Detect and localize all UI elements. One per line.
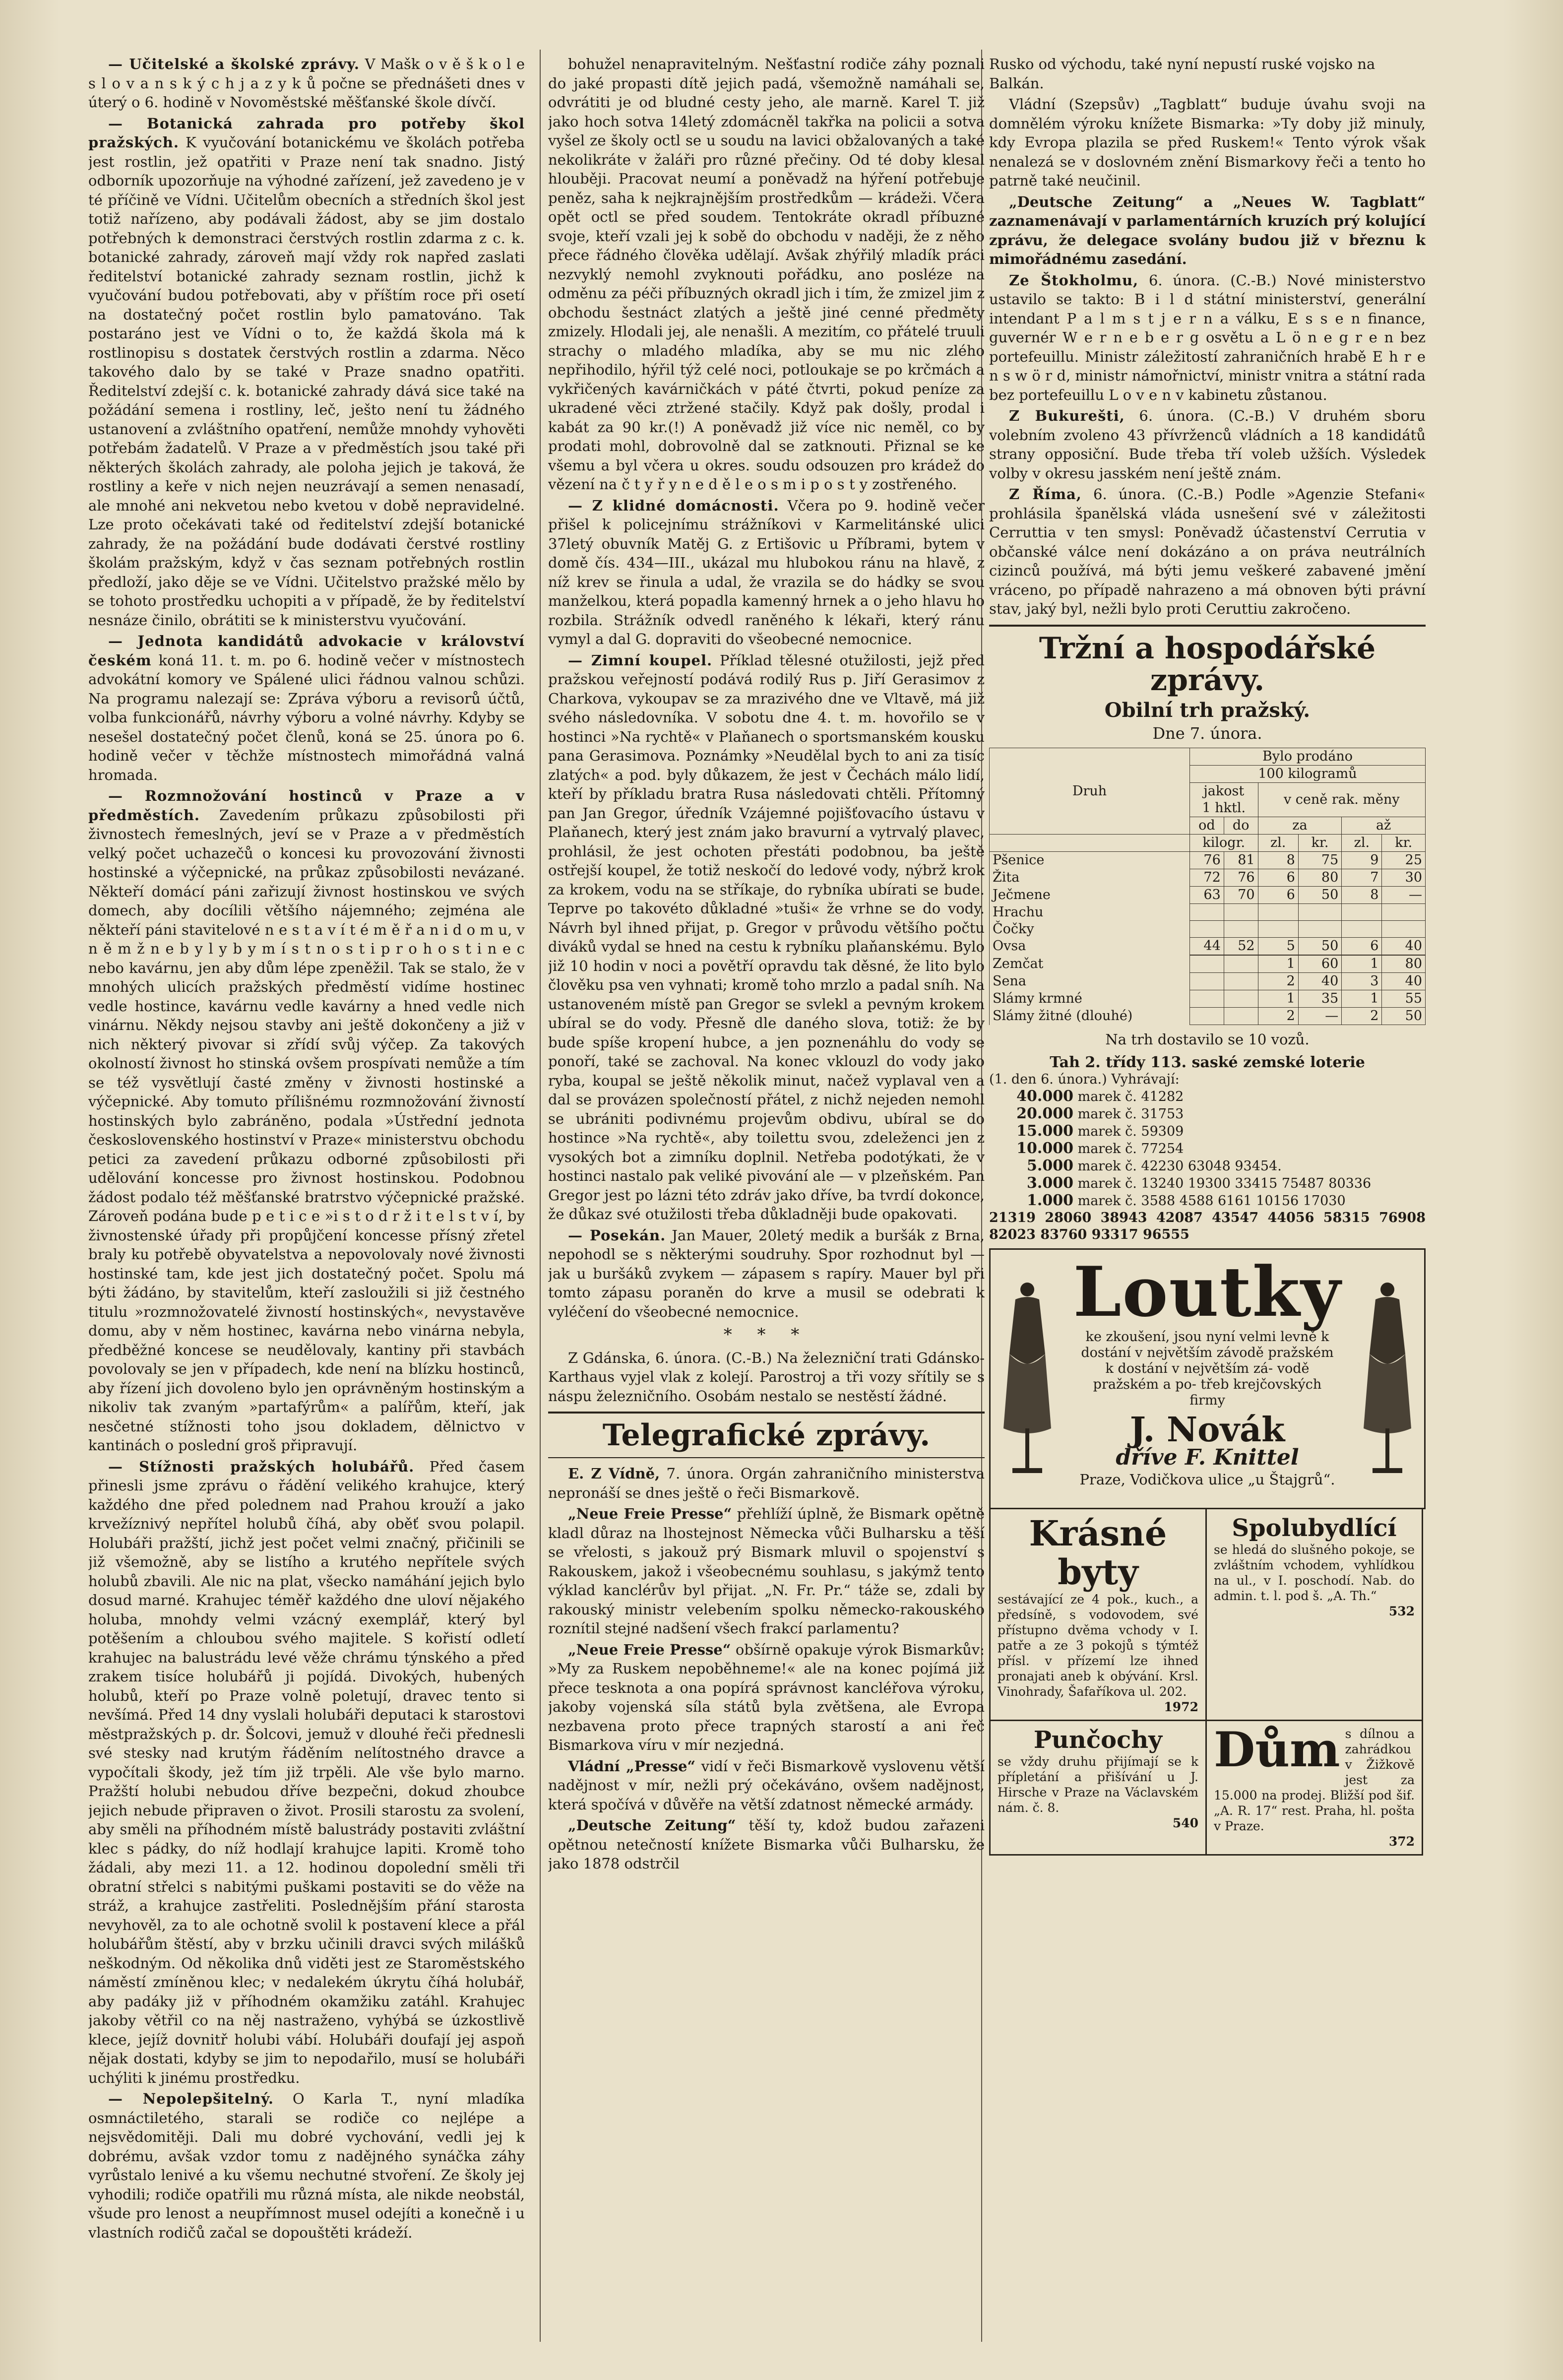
tailor-dummy-icon <box>1358 1280 1417 1488</box>
prize-amount: 20.000 <box>1016 1104 1073 1122</box>
table-cell: Zemčat <box>990 956 1190 973</box>
table-cell: 50 <box>1298 938 1341 955</box>
table-cell <box>1189 904 1224 921</box>
table-header: kr. <box>1382 835 1426 852</box>
table-cell <box>1258 904 1298 921</box>
article: — Rozmnožování hostinců v Praze a v předměstích. Zavedením průkazu způsobilosti při živnostech řemeslných, jeví se v Praze a v předměstích velký počet uchazečů o koncesi ku provozování živnosti hostinské a výčepnické, na průkaz způsobilosti nevázané. Někteří domácí páni zařizují živnost hostinskou ve svých domech, aby docílili většího nájemného; zejména ale někteří páni stavitelové n e s t a v í t é m ě ř a n i d o m u, v n ě m ž n e b y l y b y m í s t n o s t i p r o h o s t i n e c nebo kavárnu, jen aby dům lépe zpeněžil. Tak se stalo, že v mnohých ulicích pražských předměstí vidíme hostinec vedle hostince, kavárnu vedle kavárny a hned vedle nich vinárnu. Někdy nejsou stavby ani ještě dokončeny a již v nich některý pivovar si zřídí svůj výčep. Za takových okolností živnost ho stinská ovšem prospívati nemůže a tím se též vysvětlují časté změny v živnosti hostinské a výčepnické. Aby tomuto přílišnému rozmnožování živností hostinských bylo zabráněno, podala »Ústřední jednota československého hostinství v Praze« ministerstvu obchodu petici za zavedení průkazu odborné způsobilosti při udělování koncesse pro živnost hostinskou. Podobnou žádost podalo též měšťanské bratrstvo výčepnické pražské. Zároveň podána bude p e t i c e »i s t o d r ž i t e l s t v í, by živnostenské úřady při propůjčení koncesse přísný zřetel braly ku potřebě obyvatelstva a nepovolovaly nové živnosti hostinské tam, kde jest jich dostatečný počet. Spolu má býti žádáno, by stavitelům, kteří zasloužili si již čestného titulu »rozmnožovatelé živností hostinských«, nevystavěve domu, aby v něm hostinec, kavárna nebo vinárna nebyla, předběžné koncese se neudělovaly, kantiny při stavbách povolovaly se jen v případech, kde není na blízku hostinců, aby řízení jich dovoleno bylo jen oprávněným hostinským a nikoliv tak zvaným »partafýrům« a palířům, kteří, jak nesčetné stížnosti toho jsou dokladem, dělnictvo v kantinách o poslední groš připravují. <box>88 787 525 1454</box>
table-cell: Žita <box>990 869 1190 887</box>
table-row <box>990 956 1426 973</box>
table-cell: 2 <box>1258 973 1298 990</box>
prize-amount: 1.000 <box>1027 1191 1073 1209</box>
market-date: Dne 7. února. <box>1152 723 1262 743</box>
table-cell: 52 <box>1224 938 1258 955</box>
table-row <box>990 973 1426 990</box>
prize-numbers: marek č. 3588 4588 6161 10156 17030 <box>1077 1193 1346 1209</box>
table-cell <box>1189 990 1224 1008</box>
prize-amount: 10.000 <box>1016 1139 1073 1157</box>
table-cell: 7 <box>1342 869 1382 887</box>
table-cell: 9 <box>1342 852 1382 869</box>
table-cell: 8 <box>1258 852 1298 869</box>
ad-number: 532 <box>1388 1604 1415 1618</box>
table-cell <box>1224 973 1258 990</box>
prize-amount: 40.000 <box>1016 1087 1073 1105</box>
table-cell: 60 <box>1298 956 1341 973</box>
table-header: v ceně rak. měny <box>1258 783 1425 817</box>
table-cell: 1 <box>1258 956 1298 973</box>
table-cell: 1 <box>1258 990 1298 1008</box>
table-cell: 44 <box>1189 938 1224 955</box>
table-cell: 80 <box>1382 956 1426 973</box>
table-header: za <box>1258 817 1342 835</box>
table-cell: Pšenice <box>990 852 1190 869</box>
table-cell <box>1189 1008 1224 1025</box>
divider <box>548 1457 985 1458</box>
table-cell: 6 <box>1342 938 1382 955</box>
lottery-prize <box>989 1192 1426 1210</box>
telegraph-item: „Neue Freie Presse“ obšírně opakuje výrok Bismarkův: »My za Ruskem nepoběhneme!« ale na konec pojímá již přece tesknota a ona popírá správnost kancléřova výroku, jakoby vojenská síla států byla zvětšena, ale Evropa nezbavena proto přece trapných starostí a ani řeč Bismarkova víru v mír nezjedná. <box>548 1641 985 1753</box>
article: Vládní (Szepsův) „Tagblatt“ buduje úvahu svoji na domnělém výroku knížete Bismarka: »Ty doby již minuly, kdy Evropa plazila se před Ruskem!« Tento výrok však nenalezá se v doslovném znění Bismarkovy řeči a tento ho patrně také neučinil. <box>989 96 1426 189</box>
table-cell <box>1189 921 1224 938</box>
table-cell: 30 <box>1382 869 1426 887</box>
table-cell <box>1298 904 1341 921</box>
table-row <box>990 904 1426 921</box>
table-header: Druh <box>990 748 1190 835</box>
table-header: zl. <box>1258 835 1298 852</box>
ad-byty <box>989 1509 1207 1721</box>
ad-number: 1972 <box>1164 1699 1198 1714</box>
tailor-dummy-icon <box>998 1280 1057 1488</box>
table-cell: 6 <box>1258 869 1298 887</box>
ad-spolubydlici <box>1207 1509 1423 1721</box>
table-cell <box>1189 956 1224 973</box>
table-cell: Ječmene <box>990 887 1190 904</box>
table-header: kr. <box>1298 835 1341 852</box>
lottery <box>989 1054 1426 1243</box>
table-cell: 40 <box>1382 973 1426 990</box>
table-header: Bylo prodáno <box>1189 748 1425 766</box>
ad-number: 540 <box>1172 1815 1198 1830</box>
table-cell <box>1189 973 1224 990</box>
table-header <box>990 835 1190 852</box>
table-row <box>990 921 1426 938</box>
table-cell: 2 <box>1342 1008 1382 1025</box>
market-heading: Tržní a hospodářské zprávy. <box>1039 631 1376 698</box>
table-cell: 76 <box>1189 852 1224 869</box>
prize-amount: 5.000 <box>1027 1157 1073 1174</box>
article: Rusko od východu, také nyní nepustí ruské vojsko na Balkán. <box>989 56 1375 92</box>
table-cell: 35 <box>1298 990 1341 1008</box>
table-cell: 1 <box>1342 956 1382 973</box>
table-cell: 63 <box>1189 887 1224 904</box>
lottery-prize <box>989 1105 1426 1123</box>
ad-firm-former: dříve F. Knittel <box>1116 1444 1299 1470</box>
table-cell: 81 <box>1224 852 1258 869</box>
table-cell <box>1224 921 1258 938</box>
lottery-subtitle: (1. den 6. února.) Vyhrávají: <box>989 1071 1180 1087</box>
telegraph-item: „Neue Freie Presse“ přehlíží úplně, že Bismark opětně kladl důraz na lhostejnost Německa vůči Bulharsku a těší se vřelosti, s jakouž prý Bismark mluvil o spojenství s Rakouskem, jakož i všeobecnému souhlasu, s jakýmž tento výklad kanclérův byl přijat. „N. Fr. Pr.“ táže se, zdali by rakouský ministr velebením spolku německo-rakouského roznítil stejné nadšení všech frakcí parlamentu? <box>548 1505 985 1637</box>
divider <box>989 625 1426 627</box>
table-row <box>990 990 1426 1008</box>
prize-amount: 15.000 <box>1016 1122 1073 1140</box>
lottery-prize <box>989 1140 1426 1158</box>
table-cell: 76 <box>1224 869 1258 887</box>
table-cell: — <box>1382 887 1426 904</box>
table-cell: 70 <box>1224 887 1258 904</box>
table-cell: 3 <box>1342 973 1382 990</box>
table-cell: Hrachu <box>990 904 1190 921</box>
table-row <box>990 869 1426 887</box>
telegraph-heading: Telegrafické zprávy. <box>602 1418 931 1453</box>
table-cell: 2 <box>1258 1008 1298 1025</box>
article: Z Gdánska, 6. února. (C.-B.) Na železniční trati Gdánsko-Karthaus vyjel vlak z kolejí. Parostroj a tři vozy sřítily se s náspu železničního. Osobám nestalo se nestěstí žádné. <box>548 1349 985 1405</box>
table-cell: 72 <box>1189 869 1224 887</box>
table-cell: Čočky <box>990 921 1190 938</box>
table-cell: Ovsa <box>990 938 1190 955</box>
ad-title: Loutky <box>1073 1251 1342 1332</box>
lottery-list <box>989 1088 1426 1210</box>
table-cell: 8 <box>1342 887 1382 904</box>
article: — Stížnosti pražských holubářů. Před časem přinesli jsme zprávu o řádění velikého krahujce, který každého dne před polednem nad Prahou krouží a jako krvežíznivý nepřítel holubů číhá, aby oběť svou polapil. Holubáři pražští, jichž jest počet velmi značný, přičinili se již všemožně, aby se listího a krutého nepřítele svých holubů zbavili. Ale nic na plat, všecko namáhání jejich bylo dosud marné. Krahujec téměř každého dne uloví nějakého holuba, mnohdy velmi vzácný exemplář, který byl potěšením a chloubou svého majitele. S kořistí odletí krahujec na balustrádu levé věže chrámu týnského a před zrakem tisíce holubářů ji pojídá. Divokých, hubených holubů, kteří po Praze volně poletují, dravec tento si nevšímá. Před 14 dny vyslali holubáři deputaci k starostovi městpražských p. dr. Šolcovi, jemuž v dlouhé řeči přednesli své stesky nad krutým řáděním nelítostného dravce a vypočítali škody, jež tím již trpěli. Ale vše bylo marno. Pražští holubi nebudou dříve bezpečni, dokud zhoubce jejich nebude připraven o život. Prosili starostu za svolení, aby směli na příhodném místě balustrády postaviti zvláštní klec s pádky, do níž hodlají krahujce lapiti. Kromě toho žádali, aby mezi 11. a 12. hodinou dopolední směli tři obratní střelci s nabitými puškami postaviti se do věže na stráž, a krahujce zastřeliti. Poslednějším přání starosta nevyhověl, za to ale ochotně svolil k postavení klece a přál holubářům štěstí, aby v brzku učinili dravci svých milášků neškodným. Od několika dnů viděti jest ze Staroměstského náměstí zmíněnou klec; v nedalekém úkrytu číhá holubář, aby padáky již v příhodném okamžiku zatáhl. Krahujec jakoby větřil co na něj nastraženo, vyhýbá se úzkostlivě klece, jejíž dovnitř holubi vábí. Holubáři doufají jej aspoň nějak dostati, kdyby se jim to nepodařilo, musí se holubáři uchýliti k jinému prostředku. <box>88 1458 525 2086</box>
prize-numbers: marek č. 41282 <box>1077 1089 1184 1104</box>
ad-text: ke zkoušení, jsou nyní velmi levně k dostání v největším závodě pražském k dostání v největším zá- vodě pražském a po- třeb krejčovských firmy <box>1081 1329 1334 1408</box>
article: Ze Štokholmu, 6. února. (C.-B.) Nové ministerstvo ustavilo se takto: B i l d státní ministerství, generální intendant P a l m s t j e r n a válku, E s s e n finance, guvernér W e r n e b e r g osvětu a L ö n e g r e n bez portefeuillu. Ministr záležitostí zahraničních hrabě E h r e n s w ö r d, ministr námořnictví, ministr vnitra a státní rada bez portefeuillu L o v e n v kabinetu zůstanou. <box>989 271 1426 403</box>
ad-text: se vždy druhu přijímají se k přípletání a přišívání u J. Hirsche v Praze na Václavském nám. č. 8. <box>998 1754 1198 1815</box>
article: Z Říma, 6. února. (C.-B.) Podle »Agenzie Stefani« prohlásila španělská vláda usnešení své v záležitosti Cerruttia v ten smysl: Poněvadž účastenství Cerrutia v občanské válce není dokázáno a on práva neutrálních cizinců používá, má býti jemu veškeré zabavené jmění vráceno, po případě nahrazeno a má obnoven býti právní stav, jaký byl, nežli bylo proti Ceruttiu zakročeno. <box>989 486 1426 617</box>
ad-puncochy <box>989 1721 1207 1856</box>
table-row <box>990 1008 1426 1025</box>
table-row <box>990 887 1426 904</box>
table-row <box>990 938 1426 955</box>
telegraph-item: E. Z Vídně, 7. února. Orgán zahraničního ministerstva nepronáší se dnes ještě o řeči Bismarkově. <box>548 1465 985 1501</box>
table-header: do <box>1224 817 1258 835</box>
market-note: Na trh dostavilo se 10 vozů. <box>1105 1031 1310 1048</box>
ads-grid <box>989 1509 1426 1721</box>
table-cell: 25 <box>1382 852 1426 869</box>
ad-firm: J. Novák <box>1129 1410 1285 1450</box>
ad-title: Krásné byty <box>1029 1512 1167 1593</box>
article: — Zimní koupel. Příklad tělesné otužilosti, jejž před pražskou veřejností podává rodilý Rus p. Jiří Gerasimov z Charkova, vykoupav se za mrazivého dne ve Vltavě, má již svého následovníka. V sobotu dne 4. t. m. hovořilo se v hostinci »Na rychtě« v Plaňanech o sportsmanském kousku pana Gerasimova. Poznámky »Neudělal bych to ani za tisíc zlatých« a pod. byly důkazem, že jest v Čechách málo lidí, kteří by příkladu bratra Rusa následovati chtěli. Přítomný pan Jan Gregor, úředník Vzájemné pojišťovacího ústavu v Plaňanech, který jest znám jako bravurní a vytrvalý plavec, prohlásil, že jest ochoten přestáti podobnou, ba ještě ostřejší koupel, že totiž neskočí do ledové vody, nýbrž krok za krokem, vodu na se stříkaje, do rybníka ubírati se bude. Teprve po takovéto důkladné »tuši« že vrhne se do vody. Návrh byl ihned přijat, p. Gregor v průvodu většího počtu diváků vydal se hned na cestu k rybníku plaňanskému. Bylo již 10 hodin v noci a povětří opravdu tak děsné, že lito bylo člověku psa ven vyhnati; kromě toho mrzlo a padal sníh. Na ustanoveném místě pan Gregor se svlekl a pevným krokem ubíral se do vody. Přesně dle daného slova, totiž: že by bude spíše kropení hubce, a jen poznenáhlu do vody se ponoří, také se zachoval. Na konec vklouzl do vody jako ryba, koupal se ještě několik minut, načež vyplaval ven a dal se provázen společností přátel, z nichž nejeden nemohl se ubrániti podivnému projevům obdivu, ubíral se do hostince »Na rychtě«, aby toilettu svou, zdeleženci jen z vysokých bot a zimníku doplnil. Netřeba podotýkati, že v hostinci nastalo pak veliké pivování ale — v plzeňském. Pan Gregor jest po lázni této zdráv jako dříve, ba tvrdí dokonce, že důkaz své otužilosti třeba důkladněji bude opakovati. <box>548 651 985 1222</box>
column-3 <box>989 55 1426 2362</box>
prize-numbers: marek č. 13240 19300 33415 75487 80336 <box>1077 1175 1372 1191</box>
table-cell: 40 <box>1382 938 1426 955</box>
table-cell: Slámy žitné (dlouhé) <box>990 1008 1190 1025</box>
market-table <box>989 748 1426 1025</box>
table-cell: Slámy krmné <box>990 990 1190 1008</box>
table-header: jakost 1 hktl. <box>1189 783 1258 817</box>
ad-title: Punčochy <box>1033 1726 1163 1754</box>
column-rule <box>540 50 541 2342</box>
ad-dum <box>1207 1721 1423 1856</box>
lottery-prize <box>989 1175 1426 1192</box>
table-cell: 5 <box>1258 938 1298 955</box>
ad-title: Dům <box>1214 1721 1340 1778</box>
table-cell: 1 <box>1342 990 1382 1008</box>
table-cell <box>1224 956 1258 973</box>
table-cell: 75 <box>1298 852 1341 869</box>
prize-numbers: marek č. 31753 <box>1077 1106 1184 1122</box>
table-cell <box>1342 904 1382 921</box>
lottery-prize <box>989 1158 1426 1175</box>
article: — Učitelské a školské zprávy. V Mašk o v ě š k o l e s l o v a n s k ý c h j a z y k ů počne se přednášeti dnes v úterý o 6. hodině v Novoměstské měšťanské škole dívčí. <box>88 56 525 111</box>
ad-loutky <box>989 1248 1426 1509</box>
table-cell: 55 <box>1382 990 1426 1008</box>
article: — Z klidné domácnosti. Včera po 9. hodině večer přišel k policejnímu strážníkovi v Karmelitánské ulici 37letý obuvník Matěj G. z Ertišovic u Příbrami, bytem v domě čís. 434—III., ukázal mu hlubokou ránu na hlavě, z níž krev se řinula a udal, že vrazila se do hádky se svou manželkou, která popadla kamenný hrnek a o jeho hlavu ho rozbila. Strážník odvedl raněného k lékaři, který ránu vymyl a dal G. dopraviti do všeobecné nemocnice. <box>548 497 985 647</box>
table-row <box>990 852 1426 869</box>
article: „Deutsche Zeitung“ a „Neues W. Tagblatt“ zaznamenávají v parlamentárních kruzích prý kolující zprávu, že delegace svolány budou již v březnu k mimořádnému zasedání. <box>989 193 1426 267</box>
separator-stars: * * * <box>723 1325 810 1345</box>
table-cell: 80 <box>1298 869 1341 887</box>
article: — Nepolepšitelný. O Karla T., nyní mladíka osmnáctiletého, starali se rodiče co nejlépe a nejsvědomitěji. Dali mu dobré vychování, vedli jej k dobrému, avšak vzdor tomu z nadějného synáčka záhy vyrůstalo lenivé a ku všemu nechutné stvoření. Ze školy jej vyhodili; rodiče opatřili mu různá místa, ale nikde neobstál, všude pro lenost a neupřímnost musel odejíti a konečně i u vlastních rodičů začal se dopouštěti krádeží. <box>88 2090 525 2241</box>
table-cell <box>1382 904 1426 921</box>
prize-numbers: marek č. 77254 <box>1077 1141 1184 1157</box>
lottery-prize <box>989 1123 1426 1140</box>
article: — Posekán. Jan Mauer, 20letý medik a buršák z Brna, nepohodl se s některými soudruhy. Spor rozhodnut byl — jak u buršáků zvykem — zápasem s rapíry. Mauer byl při tomto zápasu poraněn do krve a musil se odebrati k vyléčení do všeobecné nemocnice. <box>548 1226 985 1320</box>
table-cell <box>1224 904 1258 921</box>
market-subheading: Obilní trh pražský. <box>1104 698 1311 722</box>
prize-numbers: marek č. 59309 <box>1077 1123 1184 1139</box>
table-cell: — <box>1298 1008 1341 1025</box>
table-cell <box>1224 990 1258 1008</box>
column-2 <box>548 55 985 2362</box>
article: — Botanická zahrada pro potřeby škol pražských. K vyučování botanickému ve školách potřeba jest rostlin, jež opatřiti v Praze není tak snadno. Jistý odborník upozorňuje na výhodné zařízení, jež zavedeno je v té příčině ve Vídni. Učitelům obecních a středních škol jest totiž nařízeno, aby podávali žádost, aby se jim dostalo potřebných k demonstraci čerstvých rostlin zdarma z c. k. botanické zahrady, zároveň mají vždy rok napřed zaslati ředitelství botanické zahrady seznam rostlin, jichž k vyučování budou potřebovati, aby v příštím roce při osetí na dostatečný počet rostlin bylo pamatováno. Tak postaráno jest ve Vídni o to, že každá škola má k rostlinopisu s dostatek čerstvých rostlin a zdarma. Něco takového dalo by se také v Praze snadno opatřiti. Ředitelství zdejší c. k. botanické zahrady dává sice také na požádání semena i rostliny, leč, ješto není tu žádného ustanovení a zvláštního opatření, nemůže mnohdy vyhověti potřebám žadatelů. V Praze a v předměstích jsou také při některých školách zahrady, ale poloha jejich je taková, že rostliny a keře v nich nejen neuzrávají a semen nenasadí, ale mnohé ani nekvetou nebo kvetou v době nepravidelné. Lze proto očekávati také od ředitelství zdejší botanické zahrady, že na požádání bude dodávati čerstvé rostliny školám pražským, když v čas seznam potřebných rostlin předloží, jako děje se ve Vídni. Učitelstvo pražské mělo by se tohoto prostředku uchopiti a v případě, že by ředitelství nesnáze činilo, obrátiti se k ministerstvu vyučování. <box>88 115 525 629</box>
article: bohužel nenapravitelným. Nešťastní rodiče záhy poznali do jaké propasti dítě jejich padá, všemožně namáhali se, odvrátiti je od bludné cesty jeho, ale marně. Karel T. již jako hoch sotva 14letý zdomácněl takřka na policii a sotva vyšel ze školy octl se u soudu na lavici obžalovaných a také nekolikráte v žaláři pro různé přečiny. Od té doby klesal hlouběji. Pracovat neumí a poněvadž na hýření potřebuje peněz, saha k nejkrajnějším prostředkům — krádeži. Včera opět octl se před soudem. Tentokráte okradl příbuzné svoje, kteří vzali jej k sobě do obchodu v naději, že z něho přece řádného člověka udělají. Avšak zhýřilý mladík práci nezvyklý nemohl zvyknouti pořádku, ano posléze na odměnu za péči příbuzných okradl jich i tím, že zmizel jim z obchodu šestnáct zlatých a ještě jiné cenné předměty zmizely. Hlodali jej, ale nenašli. A mezitím, co přátelé truuli strachy o mladého mladíka, aby se mu nic zlého nepřihodilo, hýřil týž celé noci, potloukaje se po krčmách a vykřičených kavárničkách v páté čtvrti, pokud peníze za ukradené věci ztržené stačily. Když pak došly, prodal i kabát za 90 kr.(!) A poněvadž již více nic neměl, co by prodati mohl, dobrovolně dal se zatknouti. Přiznal se ke všemu a byl včera u okres. soudu odsouzen pro krádež do vězení na č t y ř y n e d ě l e o s m i p o s t y zostřeného. <box>548 56 985 493</box>
table-cell: 40 <box>1298 973 1341 990</box>
ad-address: Praze, Vodičkova ulice „u Štajgrů“. <box>1079 1471 1335 1488</box>
column-1 <box>88 55 525 2362</box>
table-cell <box>1382 921 1426 938</box>
table-header: až <box>1342 817 1426 835</box>
article: Z Bukurešti, 6. února. (C.-B.) V druhém sboru volebním zvoleno 43 přívrženců vládních a 18 kandidátů strany opposiční. Bude třeba tří voleb užších. Výsledek volby v okresu jasském není ještě znám. <box>989 407 1426 482</box>
table-cell <box>1258 921 1298 938</box>
table-cell: 50 <box>1382 1008 1426 1025</box>
table-cell: 6 <box>1258 887 1298 904</box>
ad-text: s dílnou a zahrádkou v Žižkově jest za 15.000 na prodej. Bližší pod šif. „A. R. 17“ rest. Praha, hl. pošta v Praze. <box>1214 1726 1415 1833</box>
table-cell: 50 <box>1298 887 1341 904</box>
table-header: kilogr. <box>1189 835 1258 852</box>
table-cell: Sena <box>990 973 1190 990</box>
ad-title: Spolubydlící <box>1232 1514 1397 1542</box>
telegraph-item: „Deutsche Zeitung“ těší ty, kdož budou zařazeni opětnou netečností knížete Bismarka vůči Bulharsku, že jako 1878 odstrčil <box>548 1817 985 1872</box>
ads-grid <box>989 1721 1426 1856</box>
ad-number: 372 <box>1388 1834 1415 1849</box>
market-rows <box>990 852 1426 1025</box>
ad-text: sestávající ze 4 pok., kuch., a předsíně, s vodovodem, své přístupno dvěma vchody v I. patře a ze 3 pokojů s týmtéž přísl. v přízemí lze ihned pronajati aneb k obývání. Krsl. Vinohrady, Šafaříkova ul. 202. <box>998 1592 1198 1699</box>
lottery-prize <box>989 1088 1426 1105</box>
ad-text: se hledá do slušného pokoje, se zvláštním vchodem, vyhlídkou na ul., v I. poschodí. Nab. do admin. t. l. pod š. „A. Th.“ <box>1214 1542 1415 1603</box>
table-cell <box>1298 921 1341 938</box>
telegraph-item: Vládní „Presse“ vidí v řeči Bismarkově vyslovenu větší nadějnost v mír, nežli prý očekáváno, ovšem nadějnost, která spočívá v důvěře na větší zdatnost německé armády. <box>548 1757 985 1813</box>
table-cell <box>1224 1008 1258 1025</box>
table-header: zl. <box>1342 835 1382 852</box>
prize-numbers: marek č. 42230 63048 93454. <box>1077 1158 1282 1174</box>
table-cell <box>1342 921 1382 938</box>
table-header: od <box>1189 817 1224 835</box>
lottery-title: Tah 2. třídy 113. saské zemské loterie <box>1050 1053 1365 1071</box>
prize-amount: 3.000 <box>1027 1174 1073 1192</box>
divider <box>548 1412 985 1414</box>
table-header: 100 kilogramů <box>1189 766 1425 783</box>
article: — Jednota kandidátů advokacie v království českém koná 11. t. m. po 6. hodině večer v místnostech advokátní komory ve Spálené ulici řádnou valnou schůzi. Na programu nalezají se: Zpráva výboru a revisorů účtů, volba funkcionářů, návrhy výboru a volné návrhy. Kdyby se nesešel dostatečný počet členů, koná se 25. února po 6. hodině večer v těchže místnostech mimořádná valná hromada. <box>88 633 525 783</box>
lottery-extra: 21319 28060 38943 42087 43547 44056 58315 76908 82023 83760 93317 96555 <box>989 1210 1426 1242</box>
